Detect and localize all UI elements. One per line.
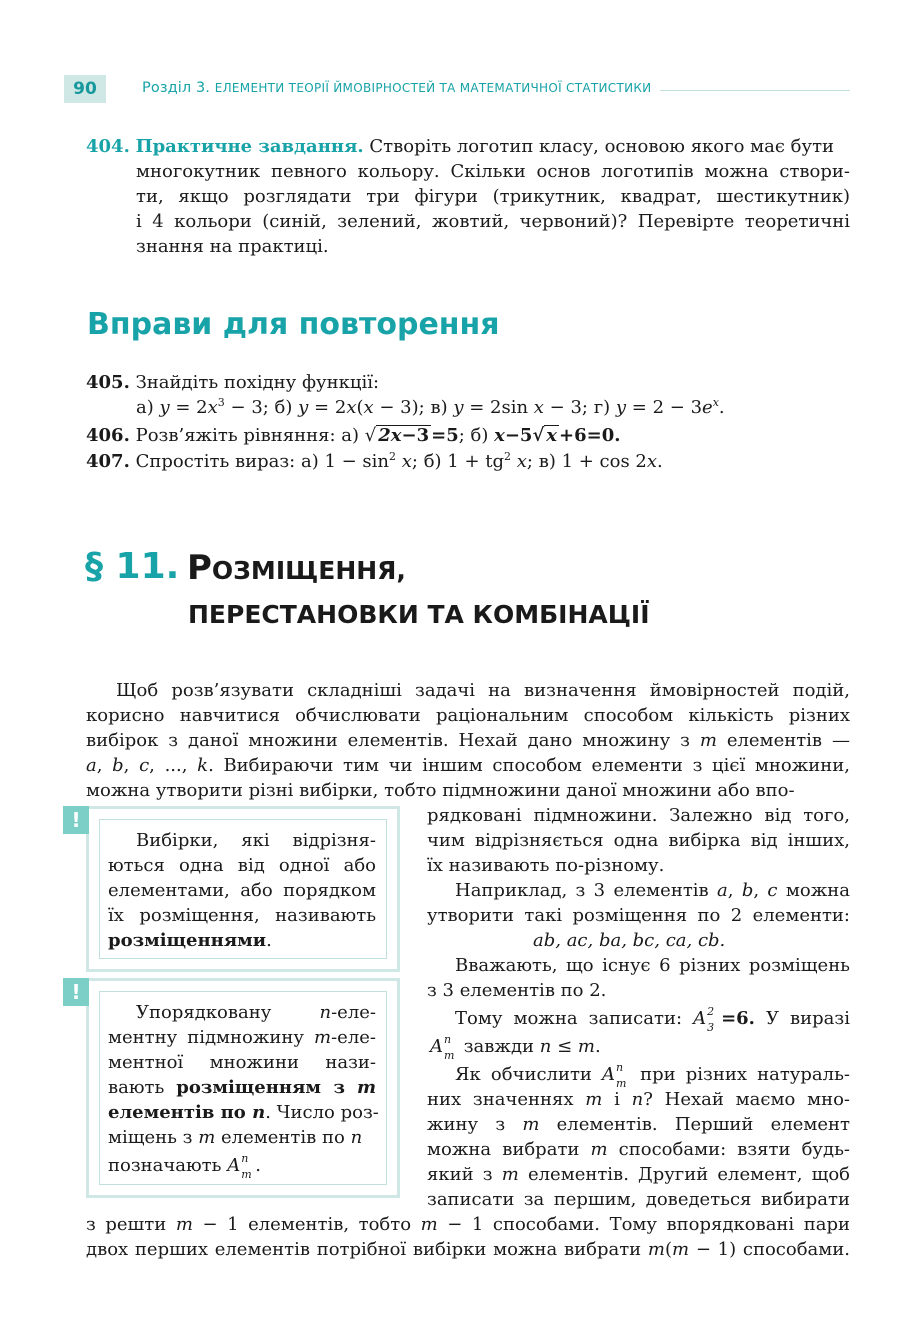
task-407-number: 407.: [86, 451, 130, 472]
chapter-label: Розділ 3.: [142, 80, 210, 96]
right-line-7: Вважають, що існує 6 різних розміщень: [455, 955, 850, 976]
running-header: [142, 80, 651, 96]
box-2-line-3: ментної множини нази-: [108, 1052, 376, 1073]
paragraph-title-line-1: РОЗМІЩЕННЯ,: [187, 548, 406, 588]
right-line-9: Тому можна записати: A 2 3 =6. У виразі: [455, 1005, 850, 1034]
box-1-line-3: елементами, або порядком: [108, 880, 376, 901]
right-line-10: A n m завжди n ≤ m.: [430, 1033, 601, 1062]
review-heading: Вправи для повторення: [87, 307, 500, 342]
bottom-line-1: з решти m − 1 елементів, тобто m − 1 способами. Тому впорядковані пари: [86, 1214, 850, 1235]
task-406: 406. Розв’яжіть рівняння: а) √ 2x−3 =5; б) x−5√ x +6=0.: [86, 425, 621, 446]
task-404-line-3: ти, якщо розглядати три фігури (трикутник, квадрат, шестикутник): [136, 186, 850, 207]
box-1-line-2: ються одна від одної або: [108, 855, 376, 876]
right-line-16: записати за першим, доведеться вибирати: [427, 1189, 850, 1210]
bottom-line-2: двох перших елементів потрібної вибірки можна вибрати m(m − 1) способами.: [86, 1239, 850, 1260]
right-line-13: жину з m елементів. Перший елемент: [427, 1114, 850, 1135]
task-405-formulas: а) $y = 2x^3 - 3$; б) y = 2x(x − 3); в) y = 2sin x − 3; г) $y = 2 - 3e^x$.: [136, 396, 725, 418]
task-404-line-5: знання на практиці.: [136, 236, 329, 257]
intro-line-5: можна утворити різні вибірки, тобто підмножини даної множини або впо-: [86, 780, 795, 801]
box-1-line-1: Вибірки, які відрізня-: [136, 830, 376, 851]
right-line-4: Наприклад, з 3 елементів a, b, c можна: [455, 880, 850, 901]
right-line-15: який з m елементів. Другий елемент, щоб: [427, 1164, 850, 1185]
task-404-title: Практичне завдання.: [135, 136, 364, 157]
paragraph-number: § 11.: [85, 546, 180, 587]
page-number: 90: [64, 75, 106, 103]
task-405-number: 405.: [86, 372, 130, 393]
box-2-line-4: вають розміщенням з m: [108, 1077, 376, 1098]
task-404-line-2: многокутник певного кольору. Скільки основ логотипів можна створи-: [136, 161, 850, 182]
intro-line-2: корисно навчитися обчислювати раціональним способом кількість різних: [86, 705, 850, 726]
chapter-title: ЕЛЕМЕНТИ ТЕОРІЇ ЙМОВІРНОСТЕЙ ТА МАТЕМАТИЧНОЇ СТАТИСТИКИ: [214, 81, 652, 95]
right-line-6: ab, ac, ba, bc, ca, cb.: [533, 930, 726, 951]
right-line-12: них значеннях m і n? Нехай маємо мно-: [427, 1089, 850, 1110]
task-404-number: 404.: [86, 136, 130, 157]
intro-line-1: Щоб розв’язувати складніші задачі на визначення ймовірностей подій,: [116, 680, 850, 701]
task-405-text: Знайдіть похідну функції:: [135, 372, 380, 393]
task-404-line-1: [86, 134, 834, 159]
box-1-line-4: їх розміщення, називають: [108, 905, 376, 926]
right-line-8: з 3 елементів по 2.: [427, 980, 607, 1001]
box-2-line-7: позначають A n m .: [108, 1152, 261, 1181]
task-407: 407. Спростіть вираз: а) $1 - \sin^2 x$; б) $1 + tg^2$ x; в) 1 + cos 2x.: [86, 450, 663, 472]
right-line-11: Як обчислити A n m при різних натураль-: [455, 1061, 850, 1090]
exclamation-icon: !: [63, 806, 89, 834]
header-rule: [660, 90, 850, 91]
right-line-5: утворити такі розміщення по 2 елементи:: [427, 905, 850, 926]
box-2-line-6: міщень з m елементів по n: [108, 1127, 363, 1148]
intro-line-4: a, b, c, ..., k. Вибираючи тим чи іншим способом елементи з цієї множини,: [86, 755, 851, 776]
task-404-text-1: Створіть логотип класу, основою якого має бути: [369, 136, 835, 157]
box-2-line-1: Упорядковану n-еле-: [136, 1002, 376, 1023]
task-405: [86, 370, 379, 395]
right-line-2: чим відрізняється одна вибірка від інших,: [427, 830, 850, 851]
right-line-3: їх називають по-різному.: [427, 855, 665, 876]
box-1-line-5: розміщеннями.: [108, 930, 272, 951]
intro-line-3: вибірок з даної множини елементів. Нехай дано множину з m елементів —: [86, 730, 850, 751]
task-406-eq-b: x−5√ x +6=0.: [494, 425, 621, 446]
box-2-line-2: ментну підмножину m-еле-: [108, 1027, 376, 1048]
task-406-text: Розв’яжіть рівняння: а): [135, 425, 360, 446]
right-line-1: рядковані підмножини. Залежно від того,: [427, 805, 850, 826]
task-404-line-4: і 4 кольори (синій, зелений, жовтий, червоний)? Перевірте теоретичні: [136, 211, 850, 232]
paragraph-title-line-2: ПЕРЕСТАНОВКИ ТА КОМБІНАЦІЇ: [188, 600, 650, 629]
right-line-14: можна вибрати m способами: взяти будь-: [427, 1139, 850, 1160]
exclamation-icon: !: [63, 978, 89, 1006]
box-2-line-5: елементів по n. Число роз-: [108, 1102, 379, 1123]
task-406-eq-a: √ 2x−3 =5: [364, 425, 459, 446]
task-406-number: 406.: [86, 425, 130, 446]
